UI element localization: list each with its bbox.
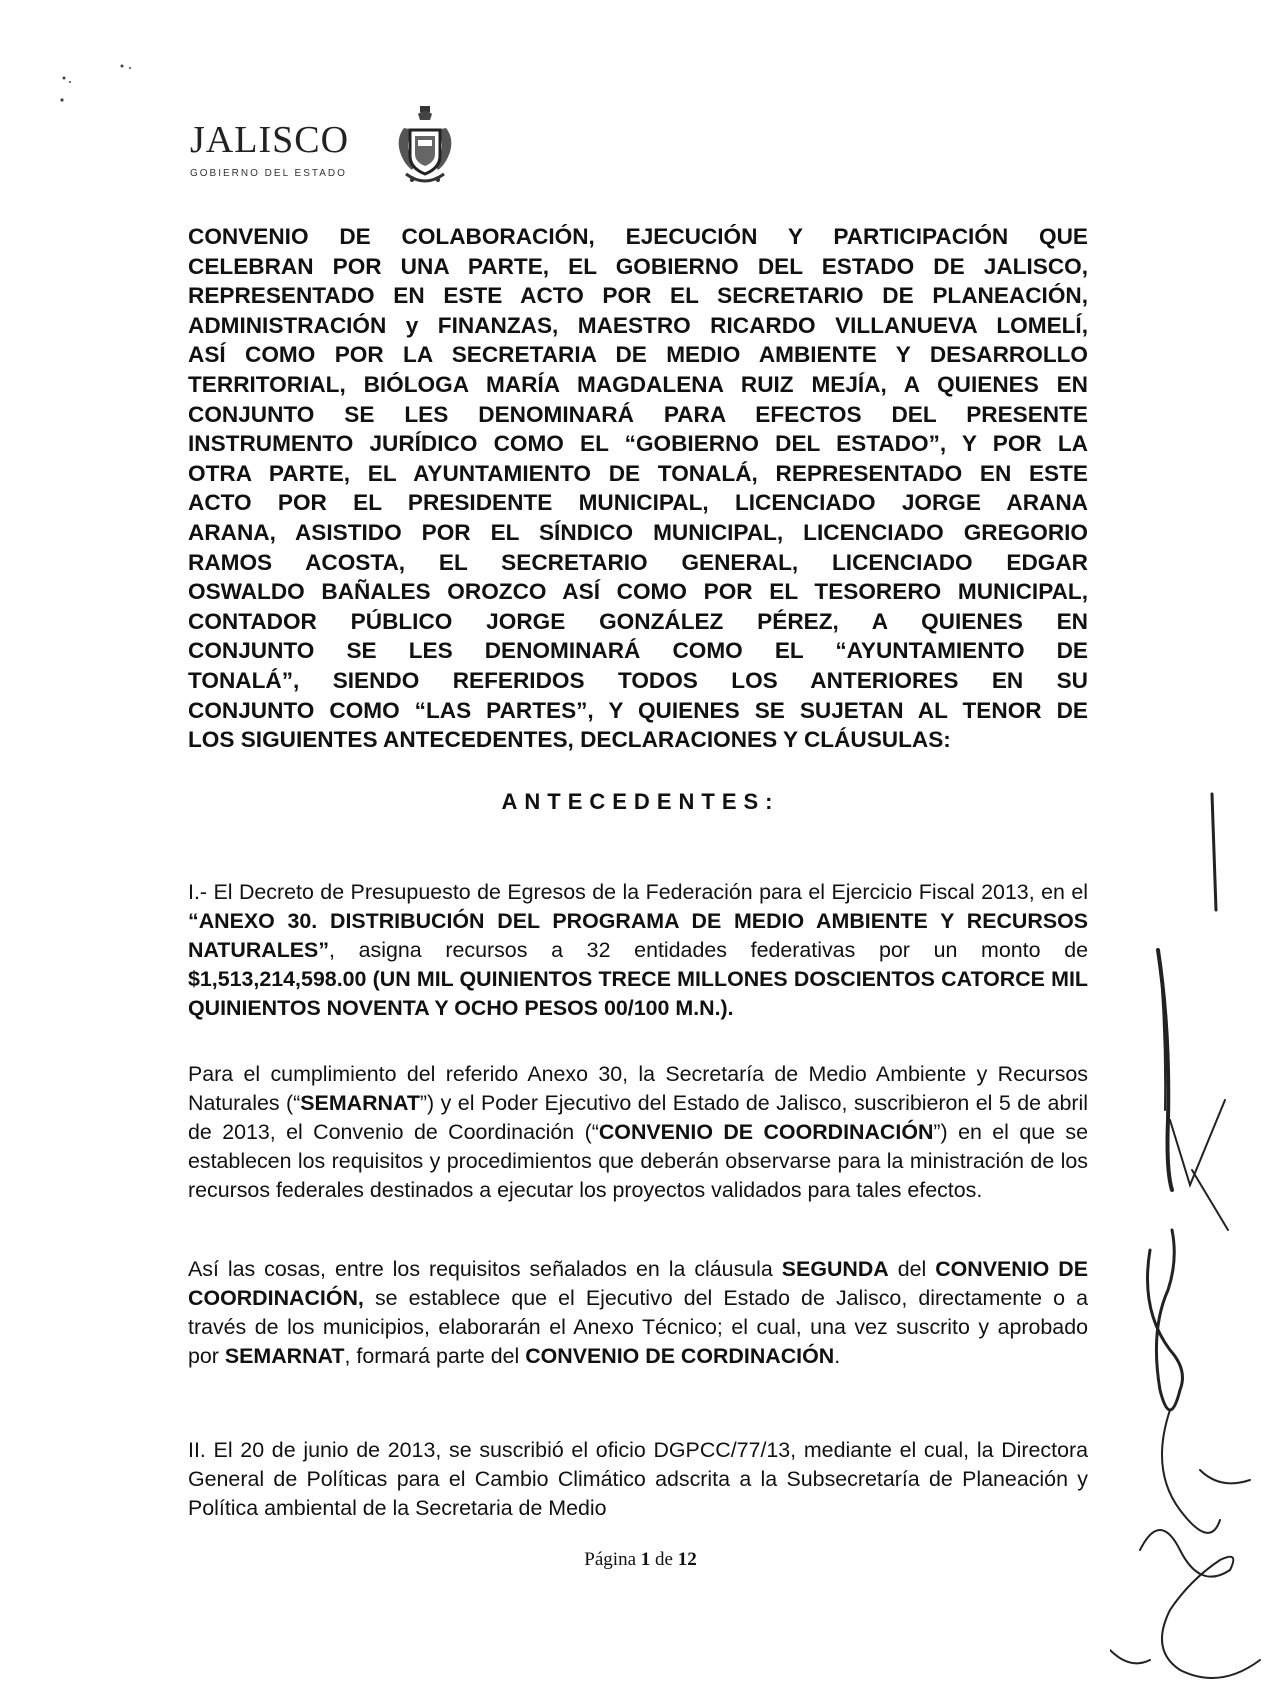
text-run-bold: CONVENIO DE CORDINACIÓN (525, 1344, 835, 1368)
title-line: ARANA, ASISTIDO POR EL SÍNDICO MUNICIPAL, LICENCIADO GREGORIO (188, 519, 1088, 545)
title-line: RAMOS ACOSTA, EL SECRETARIO GENERAL, LICENCIADO EDGAR (188, 549, 1088, 575)
signature-stroke (1110, 1650, 1150, 1663)
paragraph-annex-compliance (188, 1060, 1088, 1205)
page-number (0, 1549, 1281, 1571)
title-line: CONJUNTO SE LES DENOMINARÁ COMO EL “AYUNTAMIENTO DE (188, 638, 1088, 664)
page-separator: de (650, 1549, 678, 1570)
title-line: CONJUNTO SE LES DENOMINARÁ PARA EFECTOS DEL PRESENTE (188, 401, 1088, 427)
title-line: TERRITORIAL, BIÓLOGA MARÍA MAGDALENA RUIZ MEJÍA, A QUIENES EN (188, 371, 1088, 397)
coat-of-arms-icon (390, 100, 460, 190)
title-line: REPRESENTADO EN ESTE ACTO POR EL SECRETARIO DE PLANEACIÓN, (188, 283, 1088, 309)
signature-stroke (1192, 1170, 1228, 1230)
page-total: 12 (677, 1549, 697, 1570)
agreement-title (188, 222, 1088, 755)
page-label: Página (584, 1549, 641, 1570)
text-run-bold: “ANEXO 30. DISTRIBUCIÓN DEL PROGRAMA DE MEDIO AMBIENTE Y RECURSOS NATURALES” (188, 909, 1088, 962)
text-run: Para el cumplimiento del referido Anexo 30, la Secretaría de Medio Ambiente y Recursos Naturales (“ (188, 1062, 1088, 1115)
title-line: CONJUNTO COMO “LAS PARTES”, Y QUIENES SE SUJETAN AL TENOR DE (188, 697, 1088, 723)
text-run: se establece que el Ejecutivo del Estado de Jalisco, directamente o a través de los municipios, elaborarán el Anexo Técnico; el cual, una vez suscrito y aprobado por (188, 1286, 1088, 1368)
paragraph-requirements (188, 1255, 1088, 1371)
vertical-mark (1212, 794, 1216, 910)
title-line: LOS SIGUIENTES ANTECEDENTES, DECLARACIONES Y CLÁUSULAS: (188, 727, 951, 753)
text-run: , formará parte del (344, 1344, 526, 1368)
title-line: TONALÁ”, SIENDO REFERIDOS TODOS LOS ANTERIORES EN SU (188, 667, 1088, 693)
paragraph-antecedent-2 (188, 1436, 1088, 1523)
text-run: I.- El Decreto de Presupuesto de Egresos de la Federación para el Ejercicio Fiscal 2013, en el (188, 880, 1088, 904)
text-run: Así las cosas, entre los requisitos señalados en la cláusula (188, 1257, 782, 1281)
signature-stroke (1140, 1530, 1260, 1678)
title-line: CONVENIO DE COLABORACIÓN, EJECUCIÓN Y PARTICIPACIÓN QUE (188, 224, 1088, 249)
text-run-bold: SEMARNAT (224, 1344, 345, 1368)
text-run-bold: $1,513,214,598.00 (UN MIL QUINIENTOS TRECE MILLONES DOSCIENTOS CATORCE MIL QUINIENTOS NOVENTA Y OCHO PESOS 00/100 M.N.). (188, 967, 1088, 1020)
title-line: OTRA PARTE, EL AYUNTAMIENTO DE TONALÁ, REPRESENTADO EN ESTE (188, 460, 1088, 486)
logo-subtitle: GOBIERNO DEL ESTADO (190, 168, 347, 179)
title-line: ASÍ COMO POR LA SECRETARIA DE MEDIO AMBIENTE Y DESARROLLO (188, 342, 1088, 368)
text-run-bold: SEMARNAT (300, 1091, 420, 1115)
title-line: CELEBRAN POR UNA PARTE, EL GOBIERNO DEL ESTADO DE JALISCO, (188, 253, 1088, 279)
text-run: ”) en el que se establecen los requisitos y procedimientos que deberán observarse para la ministración de los recursos federales destinados a ejecutar los proyectos validados para tales efectos. (188, 1120, 1089, 1202)
section-heading: ANTECEDENTES: (501, 789, 780, 814)
signature-stroke (1200, 1470, 1250, 1483)
signature-stroke (1170, 1100, 1225, 1185)
title-line: OSWALDO BAÑALES OROZCO ASÍ COMO POR EL TESORERO MUNICIPAL, (188, 579, 1088, 605)
title-line: CONTADOR PÚBLICO JORGE GONZÁLEZ PÉREZ, A QUIENES EN (188, 608, 1088, 634)
text-run: del (888, 1257, 936, 1281)
logo-wordmark: JALISCO (190, 119, 350, 161)
title-line: INSTRUMENTO JURÍDICO COMO EL “GOBIERNO DEL ESTADO”, Y POR LA (188, 431, 1088, 457)
text-run-bold: CONVENIO DE COORDINACIÓN (598, 1120, 934, 1144)
text-run-bold: CONVENIO DE COORDINACIÓN, (188, 1257, 1088, 1310)
text-run: II. El 20 de junio de 2013, se suscribió el oficio DGPCC/77/13, mediante el cual, la Directora General de Políticas para el Cambio Climático adscrita a la Subsecretaría de Planeación y Política ambiental de la Secretaria de Medio (188, 1438, 1088, 1520)
signature-stroke (1162, 1410, 1220, 1533)
text-run: . (834, 1344, 841, 1368)
text-run: , asigna recursos a 32 entidades federativas por un monto de (329, 938, 1088, 962)
signature-stroke (1148, 1230, 1183, 1410)
text-run: ”) y el Poder Ejecutivo del Estado de Jalisco, suscribieron el 5 de abril de 2013, el Convenio de Coordinación (“ (188, 1091, 1088, 1144)
header-logo (190, 100, 470, 190)
title-line: ACTO POR EL PRESIDENTE MUNICIPAL, LICENCIADO JORGE ARANA (188, 490, 1088, 516)
paragraph-antecedent-1 (188, 878, 1088, 1023)
margin-signatures (1110, 790, 1281, 1694)
page-current: 1 (640, 1549, 651, 1570)
scan-specks (50, 60, 140, 120)
text-run-bold: SEGUNDA (781, 1257, 889, 1281)
title-line: ADMINISTRACIÓN y FINANZAS, MAESTRO RICARDO VILLANUEVA LOMELÍ, (188, 312, 1088, 338)
